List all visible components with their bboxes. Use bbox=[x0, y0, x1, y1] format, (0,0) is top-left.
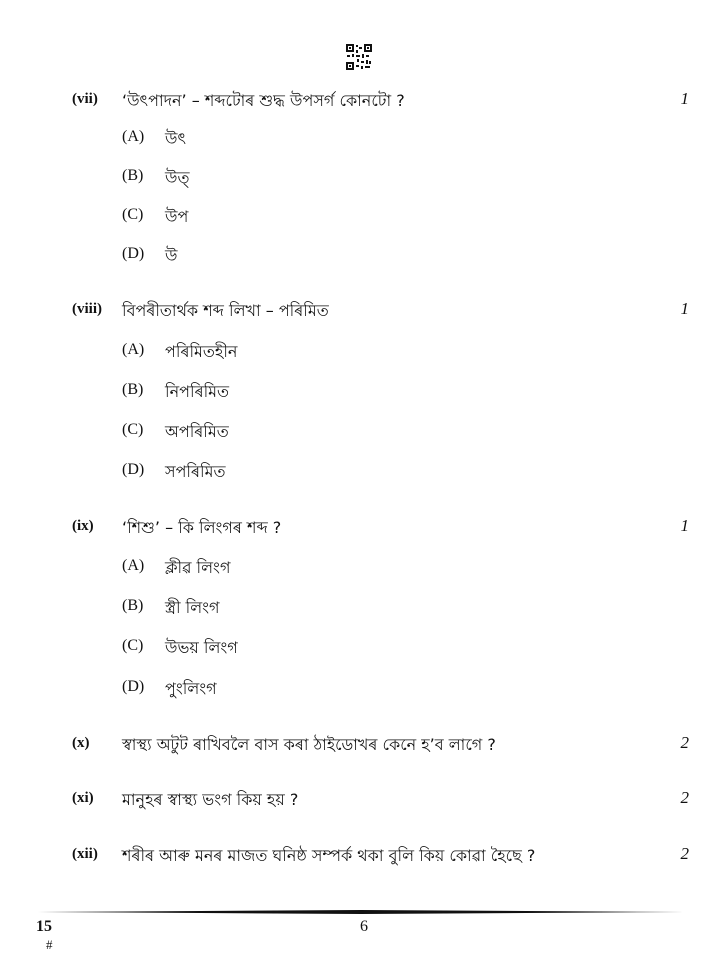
question-number: (xii) bbox=[72, 846, 98, 862]
question-marks: 2 bbox=[680, 733, 689, 752]
option-label: (A) bbox=[122, 128, 145, 145]
option-text: সপৰিমিত bbox=[165, 462, 226, 481]
option-text: নিপৰিমিত bbox=[165, 382, 230, 401]
question-text: ‘উৎপাদন’ – শব্দটোৰ শুদ্ধ উপসৰ্গ কোনটো ? bbox=[122, 91, 405, 110]
option-d bbox=[122, 459, 522, 483]
question-text: মানুহৰ স্বাস্থ্য ভংগ কিয় হয় ? bbox=[122, 790, 299, 809]
option-a bbox=[122, 339, 522, 363]
question-text: শৰীৰ আৰু মনৰ মাজত ঘনিষ্ঠ সম্পৰ্ক থকা বুলি কিয় কোৱা হৈছে ? bbox=[122, 846, 536, 865]
option-label: (D) bbox=[122, 245, 145, 262]
page-number: 6 bbox=[360, 918, 368, 935]
question-number: (xi) bbox=[72, 790, 94, 806]
option-c bbox=[122, 419, 522, 443]
option-text: উপ bbox=[165, 207, 189, 226]
option-a bbox=[122, 555, 522, 579]
option-label: (D) bbox=[122, 461, 145, 478]
option-b bbox=[122, 379, 522, 403]
option-text: উ bbox=[165, 246, 178, 265]
question-text: ‘শিশু’ – কি লিংগৰ শব্দ ? bbox=[122, 518, 282, 537]
question-number: (vii) bbox=[72, 91, 98, 107]
option-text: উভয় লিংগ bbox=[165, 638, 238, 657]
option-a bbox=[122, 126, 522, 150]
option-d bbox=[122, 243, 522, 267]
option-text: স্ত্ৰী লিংগ bbox=[165, 598, 220, 617]
option-label: (B) bbox=[122, 381, 144, 398]
option-label: (C) bbox=[122, 421, 144, 438]
option-b bbox=[122, 595, 522, 619]
option-label: (D) bbox=[122, 678, 145, 695]
question-marks: 1 bbox=[680, 516, 689, 535]
footer-divider bbox=[38, 910, 684, 914]
hash-mark: # bbox=[46, 937, 53, 952]
option-label: (B) bbox=[122, 167, 144, 184]
option-b bbox=[122, 165, 522, 189]
option-text: উত্ bbox=[165, 168, 190, 187]
option-text: পৰিমিতহীন bbox=[165, 342, 238, 361]
question-number: (x) bbox=[72, 735, 90, 751]
option-label: (B) bbox=[122, 597, 144, 614]
option-text: ক্লীৱ লিংগ bbox=[165, 558, 231, 577]
question-marks: 1 bbox=[680, 89, 689, 108]
option-text: উৎ bbox=[165, 129, 187, 148]
option-c bbox=[122, 204, 522, 228]
option-c bbox=[122, 635, 522, 659]
question-marks: 2 bbox=[680, 844, 689, 863]
question-text: বিপৰীতাৰ্থক শব্দ লিখা – পৰিমিত bbox=[122, 301, 329, 320]
question-number: (ix) bbox=[72, 518, 94, 534]
question-marks: 2 bbox=[680, 788, 689, 807]
question-number: (viii) bbox=[72, 301, 102, 317]
question-marks: 1 bbox=[680, 299, 689, 318]
question-text: স্বাস্থ্য অটুট ৰাখিবলৈ বাস কৰা ঠাইডোখৰ কেনে হ’ব লাগে ? bbox=[122, 735, 496, 754]
option-d bbox=[122, 676, 522, 700]
option-text: অপৰিমিত bbox=[165, 422, 229, 441]
page-code: 15 bbox=[36, 918, 52, 935]
option-label: (C) bbox=[122, 206, 144, 223]
option-label: (A) bbox=[122, 557, 145, 574]
option-label: (A) bbox=[122, 341, 145, 358]
option-text: পুংলিংগ bbox=[165, 679, 217, 698]
option-label: (C) bbox=[122, 637, 144, 654]
qr-code-icon bbox=[346, 44, 372, 70]
